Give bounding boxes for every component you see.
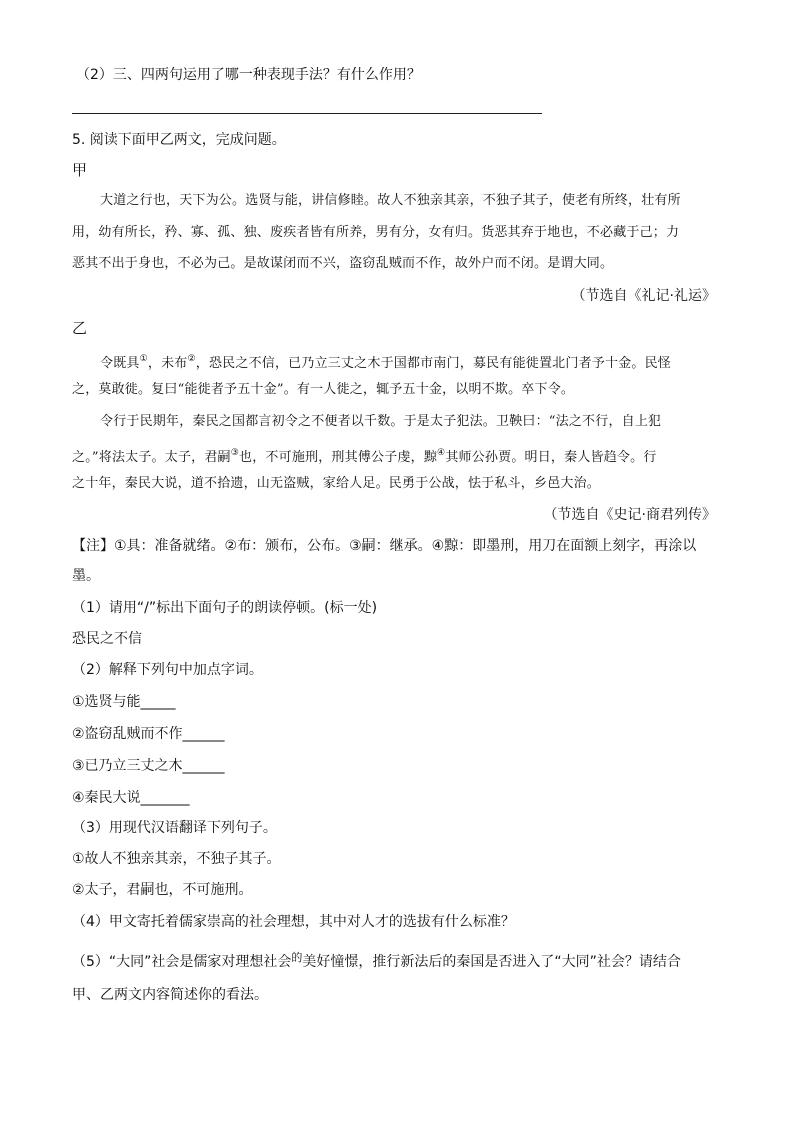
passage-yi-label: 乙 [72,319,88,337]
question-2-item-3: ③已乃立三丈之木______ [72,758,225,774]
note-ref-1: ① [139,354,148,364]
notes-line-2: 墨。 [72,568,100,584]
passage-yi-line-3: 令行于民期年，秦民之国都言初令之不便者以千数。于是太子犯法。卫鞅曰：“法之不行，自上犯 [100,414,662,429]
passage-yi-source: （节选自《史记·商君列传》 [543,507,716,523]
notes-line-1: 【注】①具：准备就绪。②布：颁布，公布。③嗣：继承。④黥：即墨刑，用刀在面额上刻字，再涂以 [72,538,697,554]
passage-yi-line-2: 之，莫敢徙。复曰“能徙者予五十金”。有一人徙之，辄予五十金，以明不欺。卒下令。 [72,382,575,397]
question-2: （2）解释下列句中加点字词。 [72,662,263,678]
note-ref-3: ③ [230,448,240,458]
passage-yi-line-4 [72,443,657,468]
question-5-part-b: 美好憧憬，推行新法后的秦国是否进入了“大同”社会？请结合 [302,954,681,970]
question-3-item-2: ②太子，君嗣也，不可施刑。 [72,882,253,898]
question-2-item-2: ②盗窃乱贼而不作______ [72,726,225,742]
question-3-item-1: ①故人不独亲其亲，不独子其子。 [72,851,281,867]
yi-line-4-part-a: 之。”将法太子。太子，君嗣 [72,450,231,465]
question-2-prev: （2）三、四两句运用了哪一种表现手法？有什么作用？ [76,67,421,83]
answer-line [72,113,542,114]
note-ref-4: ④ [437,448,446,458]
question-1: （1）请用“/”标出下面句子的朗读停顿。(标一处) [72,600,378,616]
question-2-item-1: ①选贤与能_____ [72,694,176,710]
question-5-line-2: 甲、乙两文内容简述你的看法。 [72,987,268,1003]
passage-jia-line-2: 用，幼有所长，矜、寡、孤、独、废疾者皆有所养，男有分，女有归。货恶其弃于地也，不必藏于己；力 [72,225,680,240]
passage-yi-line-1 [100,349,671,374]
yi-line-1-part-c: ，恐民之不信，已乃立三丈之木于国都市南门，募民有能徙置北门者予十金。民怪 [195,356,671,371]
passage-jia-label: 甲 [72,161,88,179]
question-5-de: 的 [291,951,303,964]
passage-jia-line-1: 大道之行也，天下为公。选贤与能，讲信修睦。故人不独亲其亲，不独子其子，使老有所终，壮有所 [100,193,681,208]
note-ref-2: ② [187,354,196,364]
question-3: （3）用现代汉语翻译下列句子。 [72,820,277,836]
question-2-item-4: ④秦民大说_______ [72,790,190,806]
question-5-part-a: （5）“大同”社会是儒家对理想社会 [72,954,292,970]
yi-line-1-part-b: ，未布 [147,356,188,371]
yi-line-1-part-a: 令既具 [100,356,140,371]
passage-yi-line-5: 之十年，秦民大说，道不拾遗，山无盗贼，家给人足。民勇于公战，怯于私斗，乡邑大治。 [72,476,601,491]
question-5-title: 5. 阅读下面甲乙两文，完成问题。 [72,132,286,148]
yi-line-4-part-c: 其师公孙贾。明日，秦人皆趋令。行 [445,450,657,465]
question-4: （4）甲文寄托着儒家崇高的社会理想，其中对人才的选拔有什么标准？ [72,914,515,930]
question-1-sentence: 恐民之不信 [72,631,142,647]
yi-line-4-part-b: 也，不可施刑，刑其傅公子虔，黥 [239,450,438,465]
question-5 [72,948,681,972]
passage-jia-source: （节选自《礼记·礼运》 [571,288,716,304]
passage-jia-line-3: 恶其不出于身也，不必为己。是故谋闭而不兴，盗窃乱贼而不作，故外户而不闭。是谓大同。 [72,256,614,271]
